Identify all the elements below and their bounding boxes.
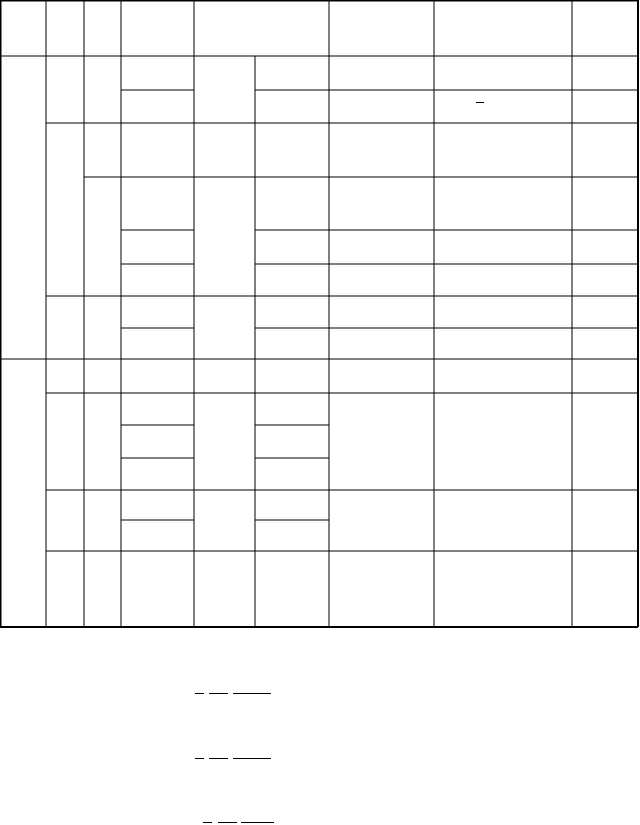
footer-dash bbox=[203, 822, 212, 823]
footer-dash bbox=[233, 758, 271, 759]
footer-dash bbox=[195, 693, 204, 694]
footer-dash bbox=[241, 822, 274, 823]
cell-mark bbox=[476, 102, 484, 103]
footer-dash bbox=[209, 693, 228, 694]
footer-dash bbox=[195, 758, 204, 759]
footer-dash bbox=[218, 822, 237, 823]
footer-dash bbox=[233, 693, 271, 694]
footer-dash bbox=[209, 758, 228, 759]
